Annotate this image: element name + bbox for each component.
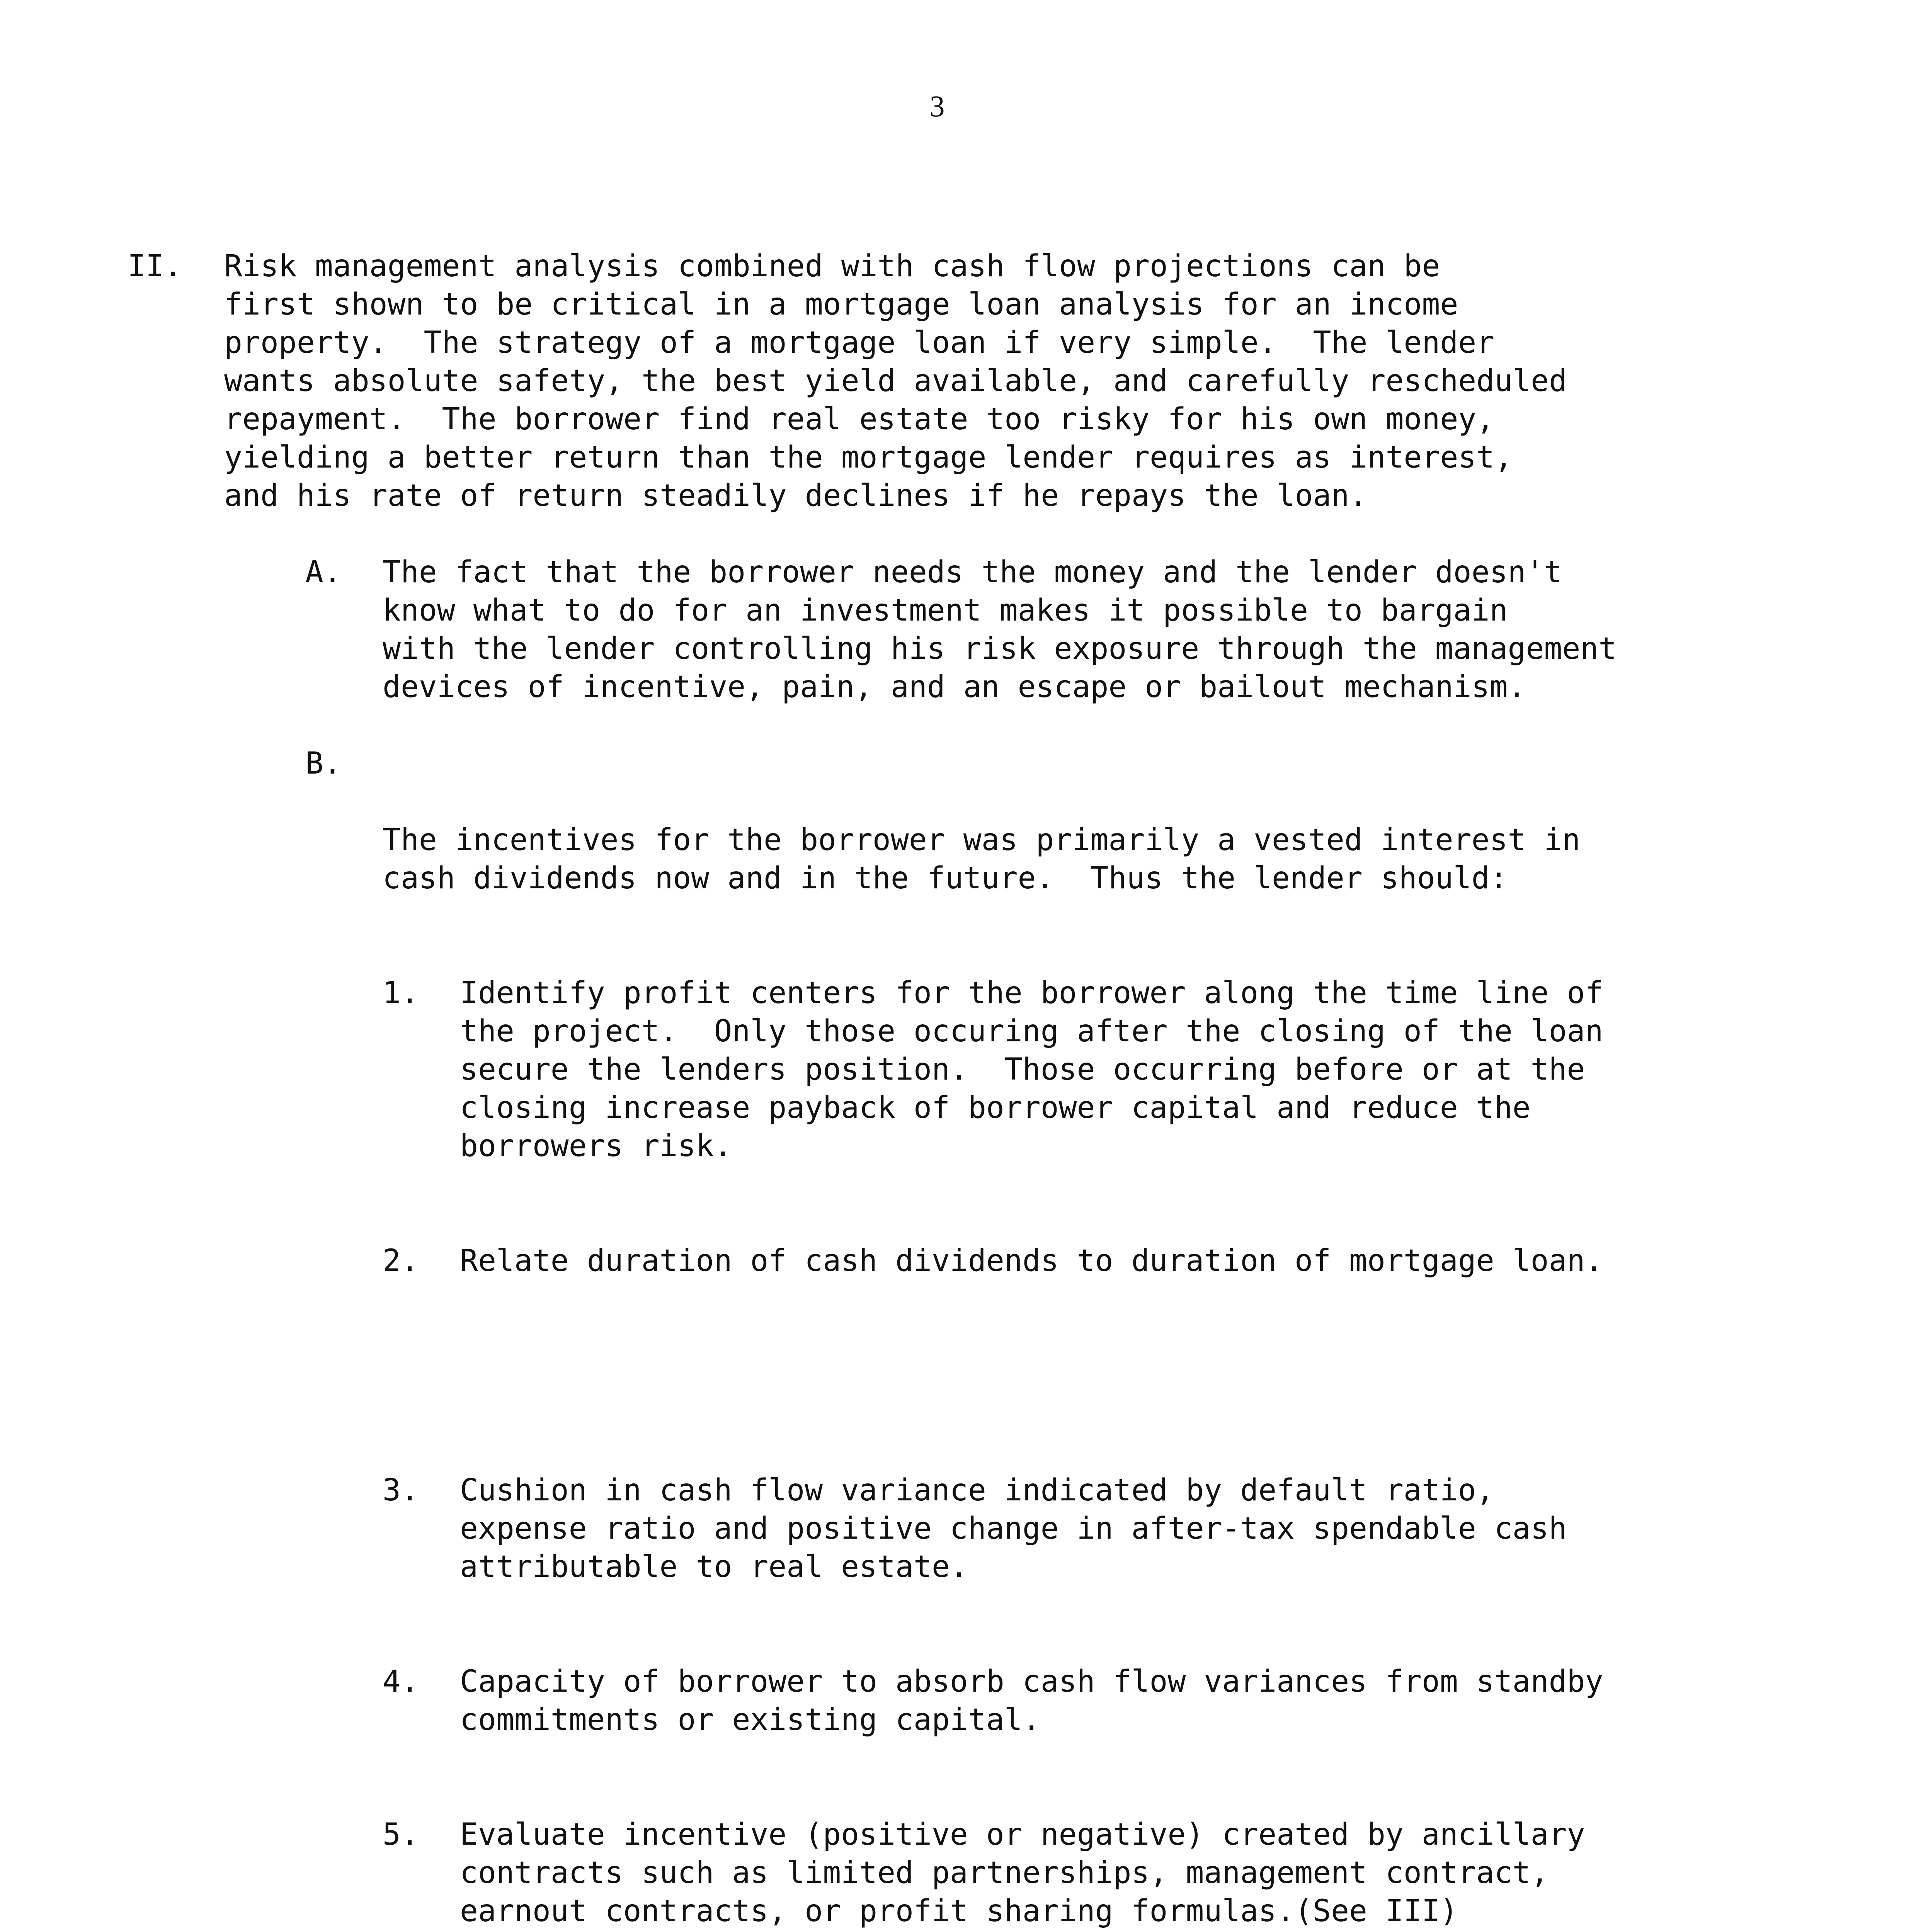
section-ii: [128, 247, 1832, 1932]
item-text: Identify profit centers for the borrower along the time line of the project. Only those occuring after the closing of the loan secure the lenders position. Those occurring before or at the closing increase payback of borrower capital and reduce the borrowers risk.: [460, 976, 1603, 1163]
item-label: 1.: [383, 976, 419, 1010]
subsection-text: The fact that the borrower needs the money and the lender doesn't know what to do for an investment makes it possible to bargain with the lender controlling his risk exposure through the management devices of incentive, pain, and an escape or bailout mechanism.: [383, 555, 1617, 704]
item-text: Evaluate incentive (positive or negative) created by ancillary contracts such as limited partnerships, management contract, earnout contracts, or profit sharing formulas.(See III): [460, 1817, 1585, 1929]
item-label: 5.: [383, 1817, 419, 1852]
item-text: Cushion in cash flow variance indicated by default ratio, expense ratio and positive change in after-tax spendable cash attributable to real estate.: [460, 1473, 1567, 1584]
section-label: II.: [128, 249, 182, 284]
item-label: 4.: [383, 1664, 419, 1699]
subsection-b: [305, 745, 1832, 1932]
subsection-a: [305, 553, 1832, 706]
item-text: Capacity of borrower to absorb cash flow variances from standby commitments or existing capital.: [460, 1664, 1603, 1737]
section-paragraph: Risk management analysis combined with cash flow projections can be first shown to be critical in a mortgage loan analysis for an income property. The strategy of a mortgage loan if very simple. The lender wants absolute safety, the best yield available, and carefully rescheduled repayment. The borrower find real estate too risky for his own money, yielding a better return than the mortgage lender requires as interest, and his rate of return steadily declines if he repays the loan.: [224, 249, 1567, 513]
list-item: [383, 1663, 1832, 1739]
list-item: [383, 1242, 1832, 1280]
list-item: [383, 1471, 1832, 1586]
subsection-label: A.: [305, 555, 342, 590]
list-item: [383, 1816, 1832, 1930]
item-label: 2.: [383, 1243, 419, 1278]
item-label: 3.: [383, 1473, 419, 1508]
subsection-label: B.: [305, 746, 342, 781]
item-text: Relate duration of cash dividends to duration of mortgage loan.: [460, 1243, 1603, 1278]
page-number: 3: [929, 89, 945, 123]
list-item: [383, 974, 1832, 1165]
section-intro: [128, 247, 1832, 515]
subsection-text: The incentives for the borrower was primarily a vested interest in cash dividends now and in the future. Thus the lender should:: [383, 823, 1581, 896]
